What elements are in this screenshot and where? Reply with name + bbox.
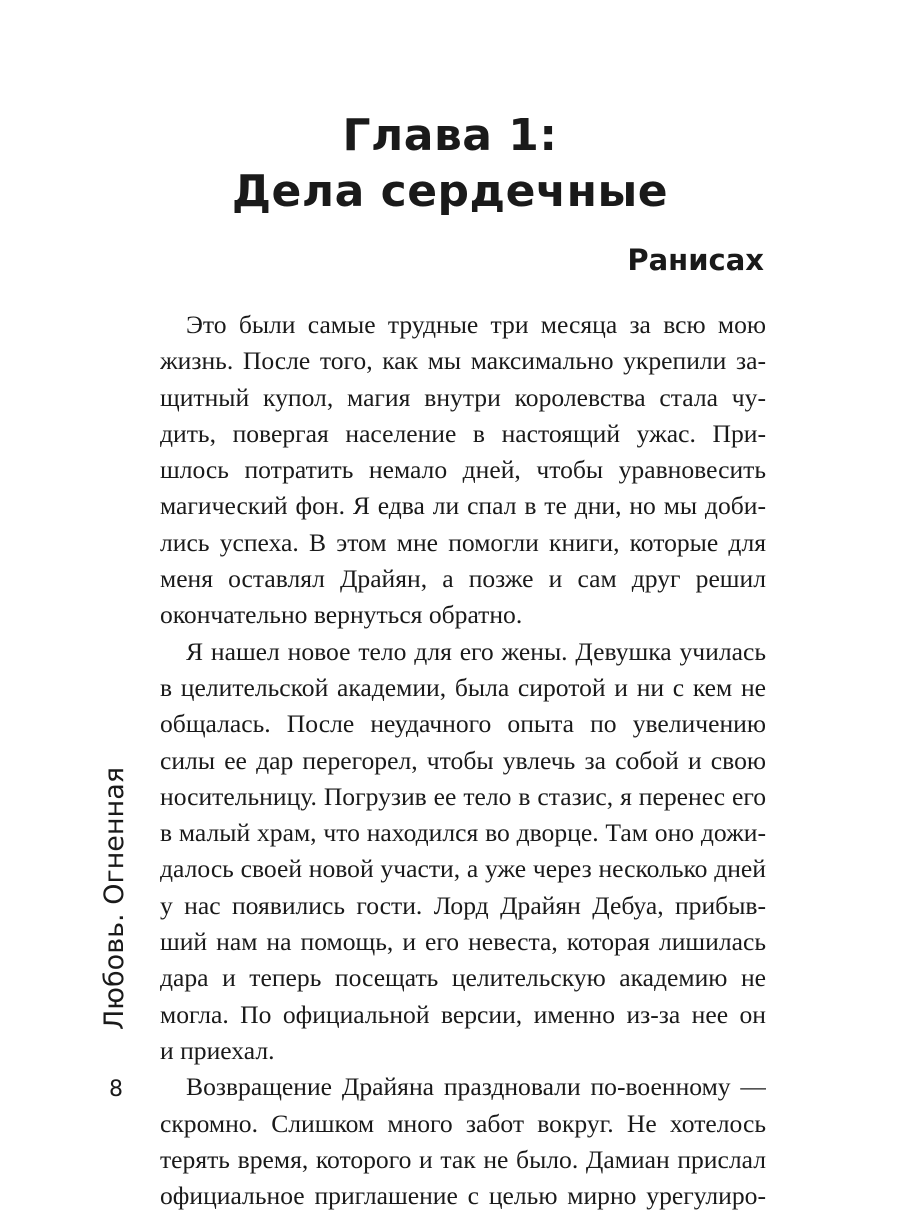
text-line: Я нашел новое тело для его жены. Девушка училась	[186, 636, 766, 666]
running-head-book-title: Любовь. Огненная	[99, 767, 130, 1030]
text-line: жизнь. После того, как мы максимально укрепили за-	[160, 346, 766, 376]
text-line: меня оставлял Драйян, а позже и сам друг решил	[160, 564, 766, 594]
text-line: терять время, которого и так не было. Дамиан прислал	[160, 1144, 766, 1174]
text-line: в целительской академии, была сиротой и ни с кем не	[160, 672, 766, 702]
text-line: лись успеха. В этом мне помогли книги, которые для	[160, 527, 766, 557]
text-line: в малый храм, что находился во дворце. Там оно дожи-	[160, 818, 766, 848]
chapter-number: Глава 1:	[342, 110, 558, 161]
chapter-name: Дела сердечные	[231, 166, 669, 217]
text-line: дара и теперь посещать целительскую академию не	[160, 963, 766, 993]
text-line: ший нам на помощь, и его невеста, которая лишилась	[160, 927, 766, 957]
text-line: щитный купол, магия внутри королевства стала чу-	[160, 382, 766, 412]
text-line: далось своей новой участи, а уже через несколько дней	[160, 854, 766, 884]
text-line: общалась. После неудачного опыта по увеличению	[160, 709, 766, 739]
text-line: Возвращение Драйяна праздновали по-военному —	[186, 1072, 766, 1102]
text-line: Это были самые трудные три месяца за всю мою	[186, 310, 766, 339]
text-line: могла. По официальной версии, именно из-за нее он	[160, 999, 766, 1029]
text-line: силы ее дар перегорел, чтобы увлечь за собой и свою	[160, 745, 766, 775]
text-line: магический фон. Я едва ли спал в те дни, но мы доби-	[160, 491, 766, 521]
page-number: 8	[109, 1077, 123, 1102]
text-line: носительницу. Погрузив ее тело в стазис, я перенес его	[160, 781, 766, 811]
text-line: официальное приглашение с целью мирно урегулиро-	[160, 1181, 766, 1211]
text-line: скромно. Слишком много забот вокруг. Не хотелось	[160, 1108, 766, 1138]
text-line: окончательно вернуться обратно.	[160, 600, 523, 630]
chapter-title	[130, 108, 770, 220]
text-line: у нас появились гости. Лорд Драйян Дебуа, прибыв-	[160, 890, 766, 920]
text-line: шлось потратить немало дней, чтобы уравновесить	[160, 455, 766, 485]
body-text	[160, 307, 766, 1214]
text-line: и приехал.	[160, 1035, 275, 1065]
pov-character-name: Ранисах	[627, 243, 764, 277]
text-line: дить, повергая население в настоящий ужас. При-	[160, 418, 766, 448]
